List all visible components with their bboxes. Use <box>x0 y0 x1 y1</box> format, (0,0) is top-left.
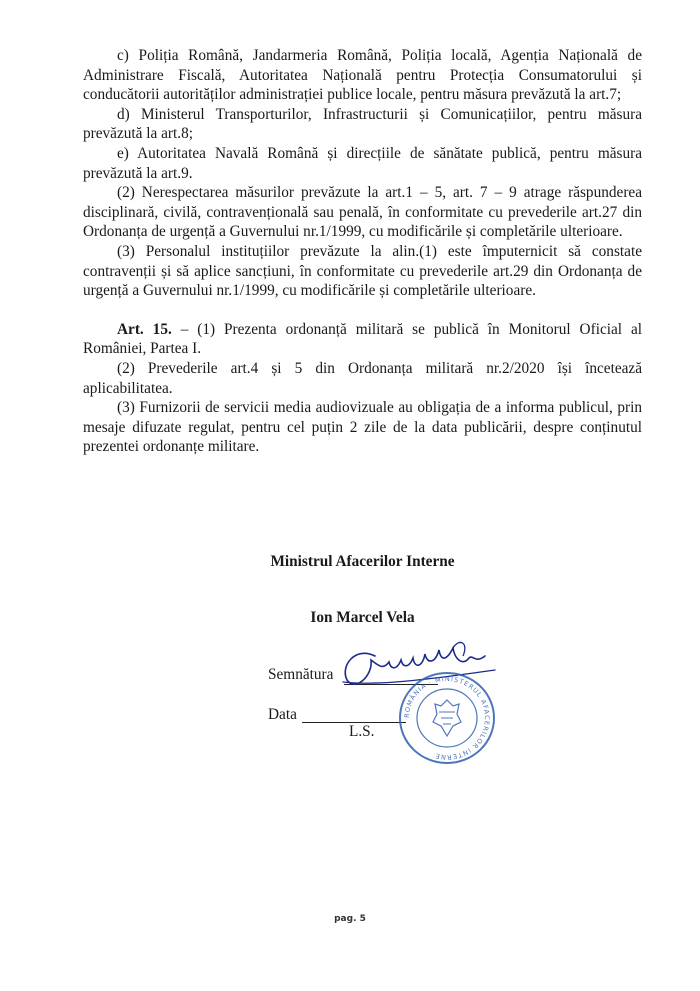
page-number: pag. 5 <box>334 914 366 924</box>
document-body <box>83 46 642 457</box>
ls-label: L.S. <box>349 723 375 740</box>
stamp-text: ROMÂNIA · MINISTERUL AFACERILOR INTERNE <box>402 674 492 762</box>
clause-e: e) Autoritatea Navală Română și direcțiile de sănătate publică, pentru măsura prevăzută la art.9. <box>83 144 642 182</box>
article-15-paragraph-1 <box>83 320 642 359</box>
minister-title: Ministrul Afacerilor Interne <box>270 553 455 570</box>
minister-name: Ion Marcel Vela <box>310 609 415 626</box>
article-15-paragraph-3: (3) Furnizorii de servicii media audiovizuale au obligația de a informa publicul, prin mesaje difuzate regulat, pentru cel puțin 2 zile de la data publicării, despre conținutul prezentei ordonanțe militare. <box>83 399 642 456</box>
article-15-label: Art. 15. <box>117 320 172 338</box>
paragraph-2: (2) Nerespectarea măsurilor prevăzute la art.1 – 5, art. 7 – 9 atrage răspunderea disciplinară, civilă, contravențională sau penală, în conformitate cu prevederile art.27 din Ordonanța de urgență a Guvernului nr.1/1999, cu modificările și completările ulterioare. <box>83 184 642 241</box>
official-stamp-seal <box>397 670 497 766</box>
article-15-paragraph-2: (2) Prevederile art.4 și 5 din Ordonanța militară nr.2/2020 își încetează aplicabilitatea. <box>83 359 642 397</box>
signature-label: Semnătura <box>268 666 334 683</box>
date-label: Data <box>268 706 297 723</box>
clause-d: d) Ministerul Transporturilor, Infrastructurii și Comunicațiilor, pentru măsura prevăzută la art.8; <box>83 105 642 143</box>
paragraph-3: (3) Personalul instituțiilor prevăzute la alin.(1) este împuternicit să constate contravenții și să aplice sancțiuni, în conformitate cu prevederile art.29 din Ordonanța de urgență a Guvernului nr.1/1999, cu modificările și completările ulterioare. <box>83 242 642 300</box>
article-15-text: – (1) Prezenta ordonanță militară se publică în Monitorul Oficial al României, Partea I. <box>83 320 642 358</box>
clause-c: c) Poliția Română, Jandarmeria Română, Poliția locală, Agenția Națională de Administrare Fiscală, Autoritatea Națională pentru Protecția Consumatorului și conducătorii autorităților administrației publice locale, pentru măsura prevăzută la art.7; <box>83 47 642 104</box>
